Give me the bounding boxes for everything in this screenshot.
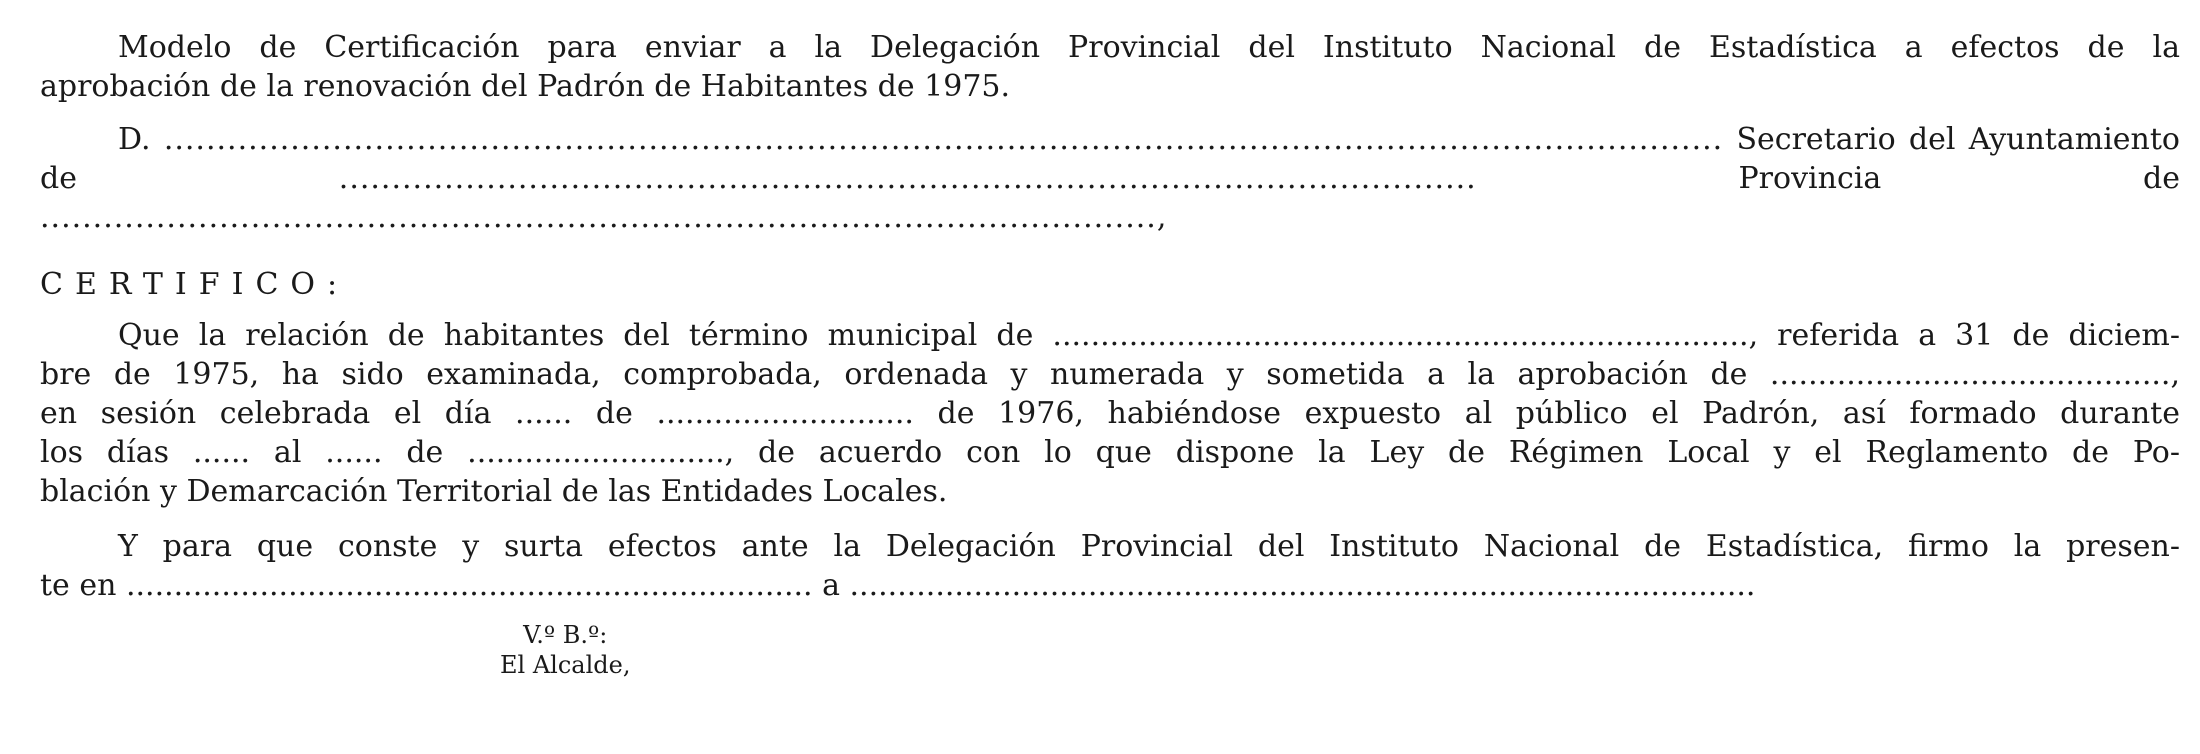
identification-paragraph: [40, 120, 2180, 237]
certificate-document: [40, 28, 2180, 605]
body-line-5: blación y Demarcación Territorial de las Entidades Locales.: [40, 474, 948, 509]
identification-d-label: D.: [118, 122, 151, 157]
closing-paragraph: [40, 527, 2180, 605]
closing-line-2: te en ........................................................................ a ...............................................................................................: [40, 568, 1756, 603]
identification-line-1: [40, 120, 2180, 159]
municipality-blank: ............................................................................................................: [338, 161, 1477, 196]
province-label: Provincia de: [1738, 161, 2180, 196]
body-line-2: bre de 1975, ha sido examinada, comprobada, ordenada y numerada y sometida a la aprobación de ..........................................,: [40, 357, 2180, 392]
signature-block: [500, 620, 630, 680]
intro-line-2: aprobación de la renovación del Padrón de Habitantes de 1975.: [40, 69, 1011, 104]
identification-de-label: de: [40, 161, 77, 196]
certifico-heading: CERTIFICO:: [40, 267, 350, 302]
approval-mark: V.º B.º:: [523, 621, 608, 649]
secretary-name-blank: ....................................................................................................................................................: [163, 122, 1724, 157]
body-line-4: los días ...... al ...... de ..........................., de acuerdo con lo que dispone la Ley de Régimen Local y el Reglamento de Po-: [40, 435, 2180, 470]
province-blank: ..........................................................................................................,: [40, 200, 1168, 235]
body-line-1: Que la relación de habitantes del término municipal de ........................................................................., referida a 31 de diciem-: [118, 318, 2180, 353]
intro-paragraph: [40, 28, 2180, 106]
secretary-title: Secretario del Ayuntamiento: [1736, 122, 2180, 157]
mayor-label: El Alcalde,: [500, 651, 631, 679]
identification-line-2: [40, 159, 2180, 237]
body-line-3: en sesión celebrada el día ...... de ........................... de 1976, habiéndose expuesto al público el Padrón, así formado durante: [40, 396, 2180, 431]
closing-line-1: Y para que conste y surta efectos ante la Delegación Provincial del Instituto Nacional de Estadística, firmo la presen-: [118, 529, 2180, 564]
certification-body: [40, 316, 2180, 511]
intro-line-1: Modelo de Certificación para enviar a la Delegación Provincial del Instituto Nacional de Estadística a efectos de la: [118, 30, 2180, 65]
